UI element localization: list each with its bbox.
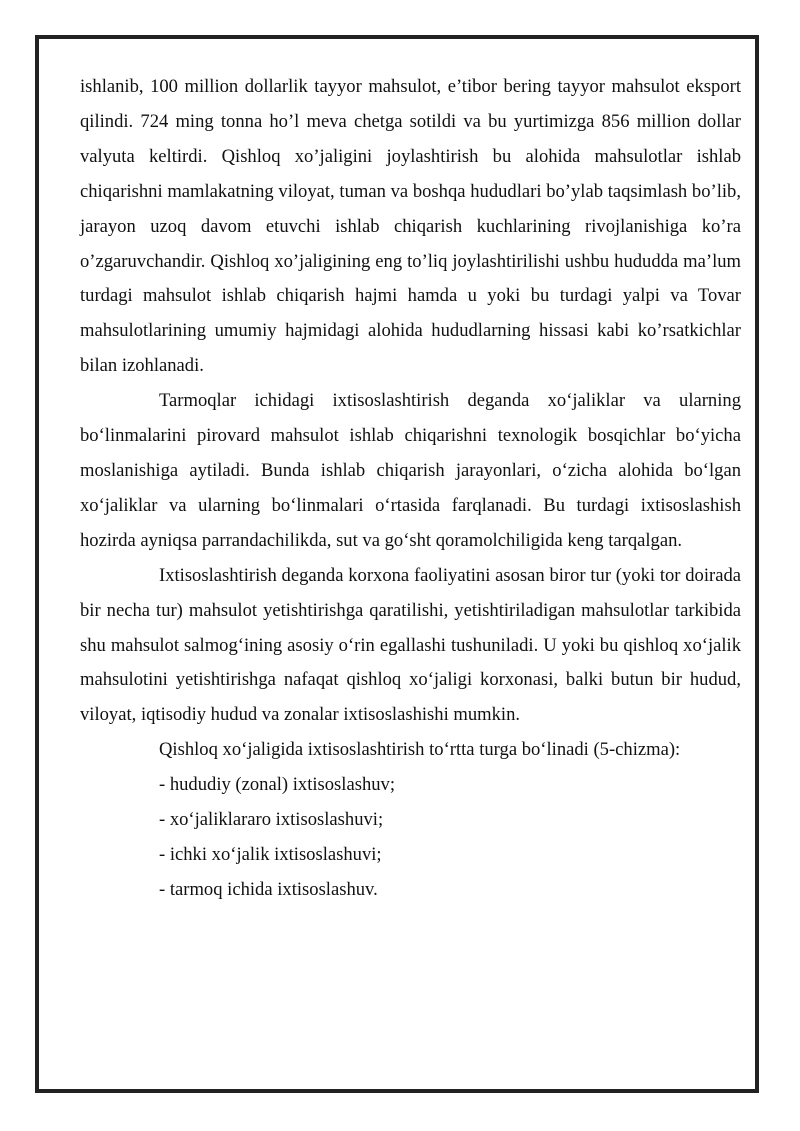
list-item: - xo‘jaliklararo ixtisoslashuvi; (159, 809, 384, 831)
list-item: - tarmoq ichida ixtisoslashuv. (159, 878, 378, 900)
paragraph-2: Tarmoqlar ichidagi ixtisoslashtirish deganda xo‘jaliklar va ularning bo‘linmalarini pirovard mahsulot ishlab chiqarishni texnologik bosqichlar bo‘yicha moslanishiga aytiladi. Bunda ishlab chiqarish jarayonlari, o‘zicha alohida bo‘lgan xo‘jaliklar va ularning bo‘linmalari o‘rtasida farqlanadi. Bu turdagi ixtisoslashish hozirda ayniqsa parrandachilikda, sut va go‘sht qoramolchiligida keng tarqalgan. (80, 390, 741, 551)
document-body (80, 70, 741, 908)
list-item: - hududiy (zonal) ixtisoslashuv; (159, 774, 396, 796)
paragraph-3: Ixtisoslashtirish deganda korxona faoliyatini asosan biror tur (yoki tor doirada bir necha tur) mahsulot yetishtirishga qaratilishi, yetishtiriladigan mahsulotlar tarkibida shu mahsulot salmog‘ining asosiy o‘rin egallashi tushuniladi. U yoki bu qishloq xo‘jalik mahsulotini yetishtirishga nafaqat qishloq xo‘jaligi korxonasi, balki butun bir hudud, viloyat, iqtisodiy hudud va zonalar ixtisoslashishi mumkin. (80, 564, 741, 726)
list-item: - ichki xo‘jalik ixtisoslashuvi; (159, 843, 382, 865)
paragraph-1: ishlanib, 100 million dollarlik tayyor mahsulot, e’tibor bering tayyor mahsulot eksport qilindi. 724 ming tonna ho’l meva chetga sotildi va bu yurtimizga 856 million dollar valyuta keltirdi. Qishloq xo’jaligini joylashtirish bu alohida mahsulotlar ishlab chiqarishni mamlakatning viloyat, tuman va boshqa hududlari bo’ylab taqsimlash bo’lib, jarayon uzoq davom etuvchi ishlab chiqarish kuchlarining rivojlanishiga ko’ra o’zgaruvchandir. Qishloq xo’jaligining eng to’liq joylashtirilishi ushbu hududda ma’lum turdagi mahsulot ishlab chiqarish hajmi hamda u yoki bu turdagi yalpi va Tovar mahsulotlarining umumiy hajmidagi alohida hududlarning hissasi kabi ko’rsatkichlar bilan izohlanadi. (80, 76, 741, 377)
paragraph-4: Qishloq xo‘jaligida ixtisoslashtirish to‘rtta turga bo‘linadi (5-chizma): (159, 739, 681, 761)
